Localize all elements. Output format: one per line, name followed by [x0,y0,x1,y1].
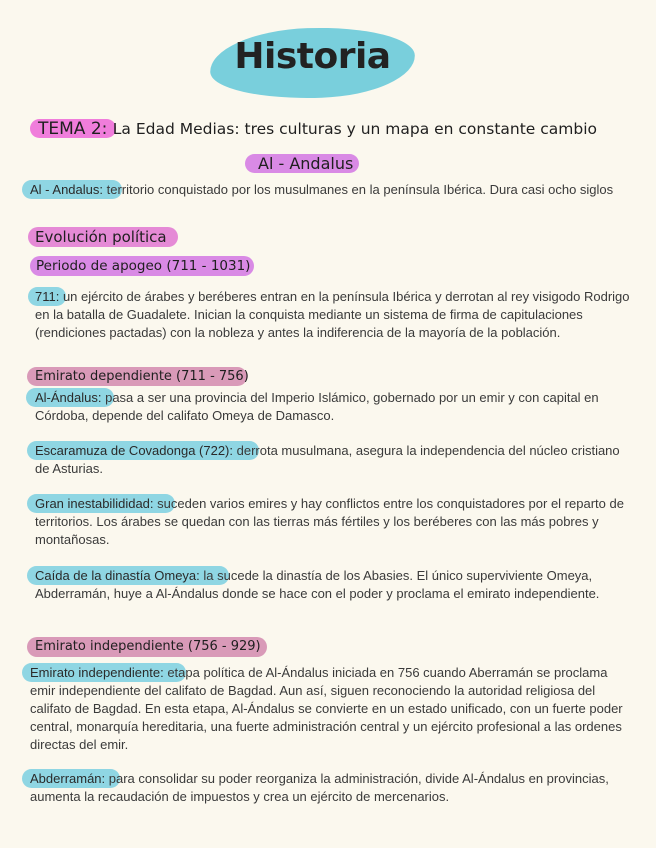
periodo-heading: Periodo de apogeo (711 - 1031) [36,258,251,274]
tema-label: TEMA 2: [38,119,108,139]
section-title: Al - Andalus [258,154,354,173]
omeya-term: Caída de la dinastía Omeya: [35,568,200,583]
tema-heading [38,119,597,139]
covadonga-paragraph [35,442,635,478]
omeya-paragraph [35,567,635,603]
evolucion-heading: Evolución política [35,228,167,246]
emirato-ind-text: etapa política de Al-Ándalus iniciada en 756 cuando Aberramán se proclama emir independiente del califato de Bagdad. Aun así, siguen reconociendo la autoridad religiosa del califato de Bagdad. En esta etapa, Al-Ándalus se convierte en un estado unificado, con un fuerte poder central, monarquía hereditaria, una fuerte administración central y un ejército profesional a las ordenes directas del emir. [30,665,623,752]
abderraman-paragraph [30,770,635,806]
omeya-text: la sucede la dinastía de los Abasies. El único superviviente Omeya, Abderramán, huye a Al-Ándalus donde se hace con el poder y proclama el emirato independiente. [35,568,600,601]
inestabilidad-paragraph [35,495,635,549]
intro-term: Al - Andalus: [30,182,103,197]
alandalus2-paragraph [35,389,635,425]
emirato-ind-heading: Emirato independiente (756 - 929) [35,639,261,654]
abderraman-term: Abderramán: [30,771,106,786]
p711-paragraph [35,288,635,342]
abderraman-text: para consolidar su poder reorganiza la administración, divide Al-Ándalus en provincias, aumenta la recaudación de impuestos y crea un ejército de mercenarios. [30,771,609,804]
p711-text: un ejército de árabes y beréberes entran en la península Ibérica y derrotan al rey visigodo Rodrigo en la batalla de Guadalete. Inician la conquista mediante un sistema de firma de capitulaciones (rendiciones pactadas) con la nobleza y antes la indiferencia de la mayoría de la población. [35,289,630,340]
emirato-dep-heading: Emirato dependiente (711 - 756) [35,369,249,384]
covadonga-text: derrota musulmana, asegura la independencia del núcleo cristiano de Asturias. [35,443,620,476]
intro-paragraph [30,181,635,199]
p711-term: 711: [35,289,60,304]
tema-text: La Edad Medias: tres culturas y un mapa en constante cambio [112,120,598,138]
alandalus2-text: pasa a ser una provincia del Imperio Islámico, gobernado por un emir y con capital en Córdoba, depende del califato Omeya de Damasco. [35,390,599,423]
inestabilidad-text: suceden varios emires y hay conflictos entre los conquistadores por el reparto de territorios. Los árabes se quedan con las tierras más fértiles y los beréberes con las más pobres y montañosas. [35,496,624,547]
covadonga-term: Escaramuza de Covadonga (722): [35,443,234,458]
emirato-ind-paragraph [30,664,635,754]
inestabilidad-term: Gran inestabilididad: [35,496,154,511]
intro-text: territorio conquistado por los musulmanes en la península Ibérica. Dura casi ocho siglos [103,182,614,197]
page-title: Historia [234,36,391,77]
alandalus2-term: Al-Ándalus: [35,390,102,405]
emirato-ind-term: Emirato independiente: [30,665,164,680]
